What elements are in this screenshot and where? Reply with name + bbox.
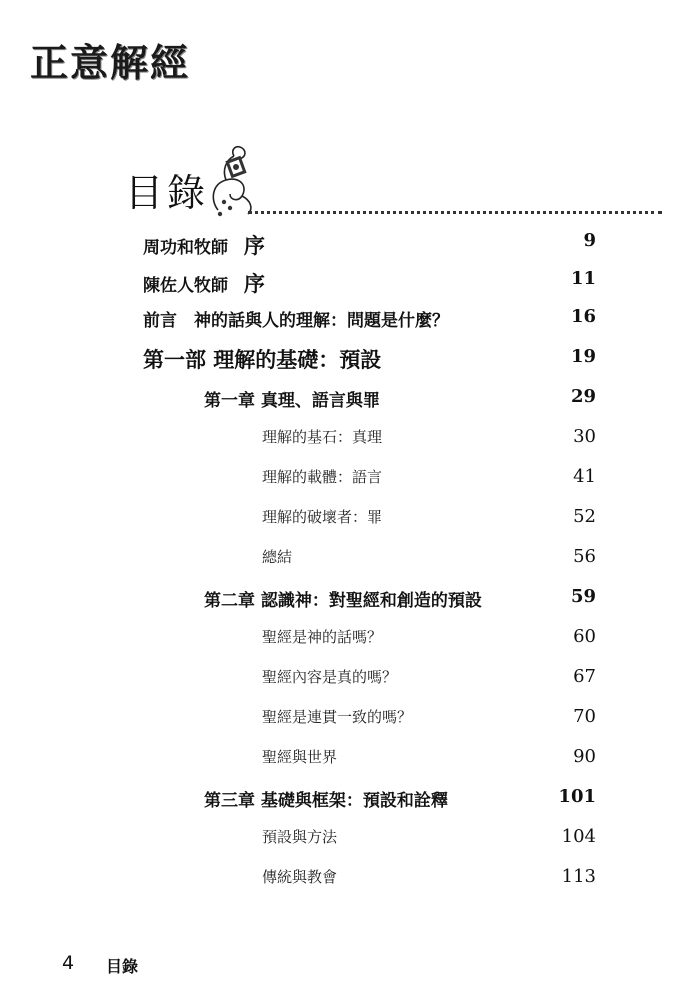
entry-page: 59: [570, 586, 596, 607]
entry-title: 周功和牧師: [143, 238, 228, 258]
entry-title: 第一部 理解的基礎：預設: [143, 347, 382, 372]
toc-entry-part-1: [143, 344, 381, 374]
entry-page: 113: [561, 866, 596, 887]
toc-entry-foreword: [143, 306, 449, 331]
entry-page: 11: [570, 268, 596, 289]
entry-title: 傳統與教會: [262, 868, 338, 886]
entry-page: 60: [573, 626, 596, 647]
toc-entry-preface-2: [143, 268, 265, 298]
entry-title: 聖經是神的話嗎？: [262, 628, 383, 646]
toc-entry-section: [262, 746, 337, 767]
toc-heading: 目錄: [125, 171, 210, 215]
entry-title: 總結: [262, 548, 293, 566]
toc-entry-section: [262, 506, 382, 527]
entry-title: 第三章 基礎與框架：預設和詮釋: [204, 791, 448, 811]
entry-page: 104: [561, 826, 596, 847]
entry-page: 67: [573, 666, 596, 687]
entry-page: 9: [583, 230, 596, 251]
entry-page: 19: [570, 346, 596, 367]
toc-entry-section: [262, 626, 382, 647]
toc-entry-preface-1: [143, 230, 265, 260]
entry-page: 16: [570, 306, 596, 327]
entry-page: 30: [573, 426, 596, 447]
entry-title: 理解的載體：語言: [262, 468, 383, 486]
toc-entry-chapter-3: [204, 786, 448, 811]
entry-page: 41: [573, 466, 596, 487]
entry-title-suffix: 序: [243, 233, 265, 258]
footer-running-title: 目錄: [106, 957, 139, 976]
toc-entry-chapter-1: [204, 386, 380, 411]
entry-title: 理解的破壞者：罪: [262, 508, 383, 526]
dotted-rule: [248, 211, 662, 214]
entry-title: 前言 神的話與人的理解：問題是什麼？: [143, 311, 449, 331]
entry-page: 70: [573, 706, 596, 727]
entry-title: 陳佐人牧師: [143, 276, 228, 296]
toc-entry-section: [262, 426, 382, 447]
flourish-ornament: [200, 140, 260, 220]
toc-entry-section: [262, 546, 292, 567]
entry-page: 29: [570, 386, 596, 407]
entry-title: 聖經與世界: [262, 748, 338, 766]
toc-entry-chapter-2: [204, 586, 482, 611]
toc-entry-section: [262, 866, 337, 887]
entry-title: 第一章 真理、語言與罪: [204, 391, 380, 411]
entry-title: 預設與方法: [262, 828, 338, 846]
entry-title: 聖經內容是真的嗎？: [262, 668, 398, 686]
toc-entry-section: [262, 466, 382, 487]
entry-title: 理解的基石：真理: [262, 428, 383, 446]
entry-page: 90: [573, 746, 596, 767]
entry-title: 聖經是連貫一致的嗎？: [262, 708, 413, 726]
entry-title: 第二章 認識神：對聖經和創造的預設: [204, 591, 482, 611]
footer-page-number: 4: [62, 952, 75, 974]
entry-page: 101: [558, 786, 596, 807]
entry-page: 52: [573, 506, 596, 527]
book-title: 正意解經: [30, 40, 191, 85]
toc-entry-section: [262, 666, 397, 687]
toc-entry-section: [262, 706, 412, 727]
entry-page: 56: [573, 546, 596, 567]
toc-entry-section: [262, 826, 337, 847]
entry-title-suffix: 序: [243, 271, 265, 296]
